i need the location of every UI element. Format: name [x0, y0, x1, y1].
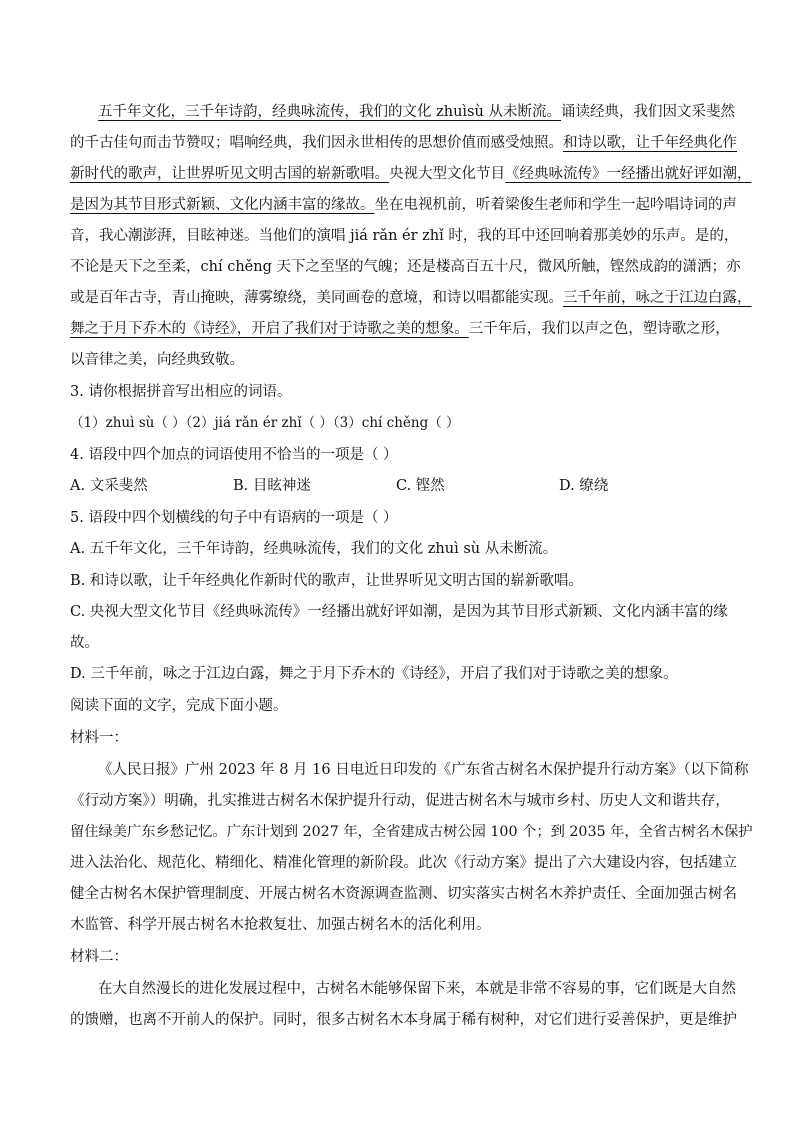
question-4-option-b: B. 目眩神迷 — [233, 478, 311, 494]
material-1-line: 木监管、科学开展古树名木抢救复壮、加强古树名木的活化利用。 — [70, 917, 491, 933]
question-4-option-d: D. 缭绕 — [559, 478, 609, 494]
passage-line-6: 不论是天下之至柔，chí chěng 天下之至坚的气魄；还是楼高百五十尺，微风所触，铿然成韵的潇洒；亦 — [70, 259, 741, 275]
question-3-blanks: （1）zhuì sù（ ）（2）jiá rǎn ér zhǐ（ ）（3）chí chěng（ ） — [70, 415, 460, 431]
underlined-sentence-a: 五千年文化，三千年诗韵，经典咏流传，我们的文化 zhuìsù 从未断流。 — [98, 104, 561, 120]
question-5-option-a: A. 五千年文化，三千年诗韵，经典咏流传，我们的文化 zhuì sù 从未断流。 — [70, 541, 558, 557]
material-1-label: 材料一： — [70, 730, 128, 746]
passage-line-4: 是因为其节目形式新颖、文化内涵丰富的缘故。坐在电视机前，听着梁俊生老师和学生一起吟唱诗词的声 — [70, 197, 737, 213]
question-5-option-c: C. 央视大型文化节目《经典咏流传》一经播出就好评如潮，是因为其节目形式新颖、文化内涵丰富的缘 — [70, 604, 728, 620]
underlined-sentence-c: 《经典咏流传》一经播出就好评如潮， — [505, 166, 752, 182]
question-5-stem: 5. 语段中四个划横线的句子中有语病的一项是（ ） — [70, 510, 398, 526]
material-1-line: 《行动方案》）明确，扎实推进古树名木保护提升行动，促进古树名木与城市乡村、历史人文和谐共存， — [70, 793, 730, 809]
question-3-stem: 3. 请你根据拼音写出相应的词语。 — [70, 384, 292, 400]
material-1-line: 《人民日报》广州 2023 年 8 月 16 日电近日印发的《广东省古树名木保护提升行动方案》（以下简称 — [98, 762, 749, 778]
passage-line-7: 或是百年古寺，青山掩映，薄雾缭绕，美同画卷的意境，和诗以唱都能实现。三千年前，咏之于江边白露， — [70, 290, 752, 306]
question-4-option-c: C. 铿然 — [396, 478, 445, 494]
underlined-sentence-d: 三千年前，咏之于江边白露， — [563, 290, 752, 306]
material-1-line: 健全古树名木保护管理制度、开展古树名木资源调查监测、切实落实古树名木养护责任、全面加强古树名 — [70, 886, 737, 902]
material-2-label: 材料二： — [70, 949, 128, 965]
passage-line-9: 以音律之美，向经典致敬。 — [70, 352, 244, 368]
material-2-line: 的馈赠，也离不开前人的保护。同时，很多古树名木本身属于稀有树种，对它们进行妥善保护，更是维护 — [70, 1012, 737, 1028]
passage-line-3: 新时代的歌声，让世界听见文明古国的崭新歌唱。央视大型文化节目《经典咏流传》一经播出就好评如潮， — [70, 166, 752, 182]
passage-line-5: 音，我心潮澎湃，目眩神迷。当他们的演唱 jiá rǎn ér zhǐ 时，我的耳中还回响着那美妙的乐声。是的， — [70, 228, 739, 244]
material-1-line: 留住绿美广东乡愁记忆。广东计划到 2027 年，全省建成古树公园 100 个；到 2035 年，全省古树名木保护 — [70, 824, 753, 840]
question-4-option-a: A. 文采斐然 — [70, 478, 148, 494]
material-1-line: 进入法治化、规范化、精细化、精准化管理的新阶段。此次《行动方案》提出了六大建设内容，包括建立 — [70, 855, 737, 871]
question-5-option-d: D. 三千年前，咏之于江边白露，舞之于月下乔木的《诗经》，开启了我们对于诗歌之美的想象。 — [70, 666, 678, 682]
question-5-option-b: B. 和诗以歌，让千年经典化作新时代的歌声，让世界听见文明古国的崭新歌唱。 — [70, 573, 583, 589]
question-4-stem: 4. 语段中四个加点的词语使用不恰当的一项是（ ） — [70, 447, 398, 463]
material-2-line: 在大自然漫长的进化发展过程中，古树名木能够保留下来，本就是非常不容易的事，它们既是大自然 — [98, 981, 736, 997]
question-5-option-c-cont: 故。 — [70, 635, 99, 651]
underlined-sentence-b: 和诗以歌，让千年经典化作 — [563, 135, 737, 151]
passage-line-1: 五千年文化，三千年诗韵，经典咏流传，我们的文化 zhuìsù 从未断流。诵读经典，我们因文采斐然 — [98, 104, 735, 120]
passage-line-2: 的千古佳句而击节赞叹；唱响经典，我们因永世相传的思想价值而感受烛照。和诗以歌，让千年经典化作 — [70, 135, 737, 151]
passage-line-8: 舞之于月下乔木的《诗经》，开启了我们对于诗歌之美的想象。三千年后，我们以声之色，塑诗歌之形， — [70, 321, 730, 337]
reading-intro: 阅读下面的文字，完成下面小题。 — [70, 698, 288, 714]
